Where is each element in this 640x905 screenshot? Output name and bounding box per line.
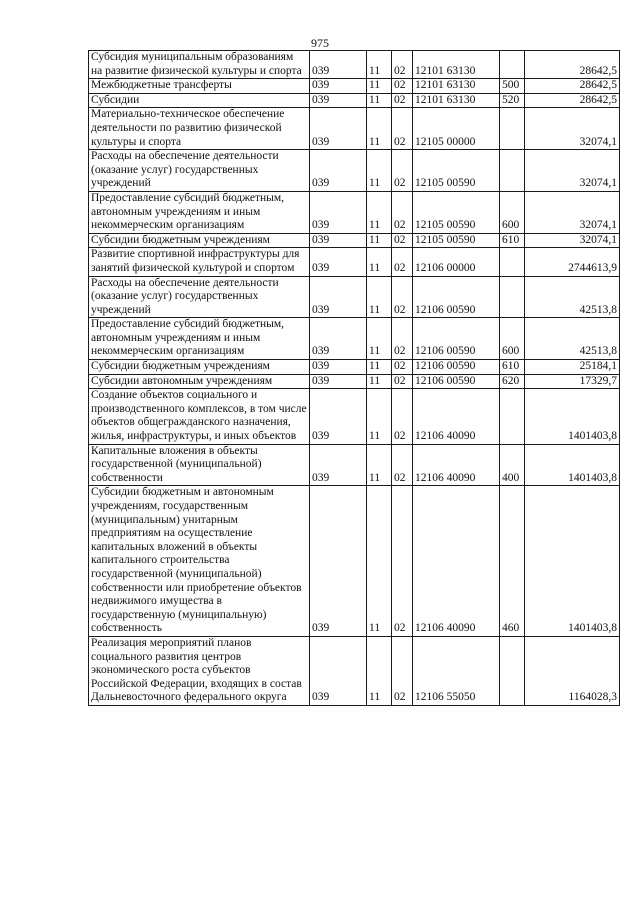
row-amount: 1401403,8 bbox=[525, 444, 620, 486]
row-department-code: 039 bbox=[310, 444, 367, 486]
row-department-code: 039 bbox=[310, 108, 367, 150]
table-row bbox=[89, 233, 620, 248]
row-target-article-code: 12101 63130 bbox=[413, 93, 500, 108]
row-target-article-code: 12105 00590 bbox=[413, 233, 500, 248]
table-row bbox=[89, 248, 620, 276]
table-row bbox=[89, 389, 620, 444]
row-target-article-code: 12106 40090 bbox=[413, 486, 500, 637]
row-subsection-code: 02 bbox=[392, 233, 413, 248]
row-department-code: 039 bbox=[310, 93, 367, 108]
row-name-cell: Материально-техническое обеспечение деятельности по развитию физической культуры и спорта bbox=[89, 108, 310, 150]
row-section-code: 11 bbox=[367, 486, 392, 637]
row-section-code: 11 bbox=[367, 233, 392, 248]
row-subsection-code: 02 bbox=[392, 248, 413, 276]
table-row bbox=[89, 486, 620, 637]
row-expense-type-code bbox=[500, 248, 525, 276]
row-department-code: 039 bbox=[310, 233, 367, 248]
row-target-article-code: 12106 00590 bbox=[413, 374, 500, 389]
row-department-code: 039 bbox=[310, 360, 367, 375]
row-target-article-code: 12105 00590 bbox=[413, 150, 500, 192]
row-department-code: 039 bbox=[310, 486, 367, 637]
row-expense-type-code: 610 bbox=[500, 233, 525, 248]
row-target-article-code: 12106 00000 bbox=[413, 248, 500, 276]
row-section-code: 11 bbox=[367, 150, 392, 192]
row-name-cell: Создание объектов социального и производственного комплексов, в том числе объектов общегражданского назначения, жилья, инфраструктуры, и иных объектов bbox=[89, 389, 310, 444]
row-name-cell: Развитие спортивной инфраструктуры для занятий физической культурой и спортом bbox=[89, 248, 310, 276]
row-subsection-code: 02 bbox=[392, 389, 413, 444]
row-department-code: 039 bbox=[310, 150, 367, 192]
row-expense-type-code bbox=[500, 108, 525, 150]
row-amount: 25184,1 bbox=[525, 360, 620, 375]
row-name-cell: Субсидии бюджетным учреждениям bbox=[89, 233, 310, 248]
row-name-cell: Субсидия муниципальным образованиям на развитие физической культуры и спорта bbox=[89, 51, 310, 79]
row-name-cell: Субсидии автономным учреждениям bbox=[89, 374, 310, 389]
row-subsection-code: 02 bbox=[392, 636, 413, 705]
row-expense-type-code: 610 bbox=[500, 360, 525, 375]
row-department-code: 039 bbox=[310, 79, 367, 94]
row-department-code: 039 bbox=[310, 374, 367, 389]
table-row bbox=[89, 318, 620, 360]
row-department-code: 039 bbox=[310, 191, 367, 233]
row-target-article-code: 12105 00000 bbox=[413, 108, 500, 150]
table-row bbox=[89, 150, 620, 192]
row-amount: 1401403,8 bbox=[525, 389, 620, 444]
row-target-article-code: 12106 00590 bbox=[413, 276, 500, 318]
row-amount: 28642,5 bbox=[525, 51, 620, 79]
row-target-article-code: 12106 00590 bbox=[413, 360, 500, 375]
row-target-article-code: 12106 55050 bbox=[413, 636, 500, 705]
row-target-article-code: 12105 00590 bbox=[413, 191, 500, 233]
table-row bbox=[89, 360, 620, 375]
row-target-article-code: 12101 63130 bbox=[413, 79, 500, 94]
row-section-code: 11 bbox=[367, 79, 392, 94]
row-amount: 1164028,3 bbox=[525, 636, 620, 705]
row-department-code: 039 bbox=[310, 51, 367, 79]
row-expense-type-code: 520 bbox=[500, 93, 525, 108]
budget-table bbox=[88, 50, 620, 706]
row-amount: 32074,1 bbox=[525, 191, 620, 233]
row-subsection-code: 02 bbox=[392, 360, 413, 375]
row-expense-type-code bbox=[500, 51, 525, 79]
row-expense-type-code: 620 bbox=[500, 374, 525, 389]
row-section-code: 11 bbox=[367, 248, 392, 276]
row-section-code: 11 bbox=[367, 276, 392, 318]
row-amount: 28642,5 bbox=[525, 79, 620, 94]
row-section-code: 11 bbox=[367, 51, 392, 79]
row-expense-type-code: 600 bbox=[500, 191, 525, 233]
table-row bbox=[89, 374, 620, 389]
table-row bbox=[89, 636, 620, 705]
table-row bbox=[89, 93, 620, 108]
budget-table-body bbox=[89, 51, 620, 706]
row-name-cell: Предоставление субсидий бюджетным, автономным учреждениям и иным некоммерческим организациям bbox=[89, 318, 310, 360]
row-section-code: 11 bbox=[367, 93, 392, 108]
page-number: 975 bbox=[311, 36, 329, 50]
row-subsection-code: 02 bbox=[392, 444, 413, 486]
row-subsection-code: 02 bbox=[392, 51, 413, 79]
row-name-cell: Расходы на обеспечение деятельности (оказание услуг) государственных учреждений bbox=[89, 150, 310, 192]
row-expense-type-code bbox=[500, 150, 525, 192]
row-expense-type-code: 600 bbox=[500, 318, 525, 360]
row-subsection-code: 02 bbox=[392, 276, 413, 318]
row-target-article-code: 12106 00590 bbox=[413, 318, 500, 360]
row-amount: 32074,1 bbox=[525, 150, 620, 192]
row-name-cell: Субсидии bbox=[89, 93, 310, 108]
table-row bbox=[89, 191, 620, 233]
row-name-cell: Субсидии бюджетным учреждениям bbox=[89, 360, 310, 375]
row-subsection-code: 02 bbox=[392, 486, 413, 637]
row-section-code: 11 bbox=[367, 318, 392, 360]
row-expense-type-code bbox=[500, 276, 525, 318]
row-department-code: 039 bbox=[310, 318, 367, 360]
row-amount: 2744613,9 bbox=[525, 248, 620, 276]
row-section-code: 11 bbox=[367, 374, 392, 389]
row-section-code: 11 bbox=[367, 389, 392, 444]
row-subsection-code: 02 bbox=[392, 150, 413, 192]
row-department-code: 039 bbox=[310, 248, 367, 276]
row-subsection-code: 02 bbox=[392, 93, 413, 108]
row-amount: 32074,1 bbox=[525, 108, 620, 150]
row-section-code: 11 bbox=[367, 636, 392, 705]
table-row bbox=[89, 276, 620, 318]
row-section-code: 11 bbox=[367, 191, 392, 233]
row-expense-type-code: 500 bbox=[500, 79, 525, 94]
row-name-cell: Расходы на обеспечение деятельности (оказание услуг) государственных учреждений bbox=[89, 276, 310, 318]
table-row bbox=[89, 108, 620, 150]
row-name-cell: Капитальные вложения в объекты государственной (муниципальной) собственности bbox=[89, 444, 310, 486]
row-subsection-code: 02 bbox=[392, 108, 413, 150]
table-row bbox=[89, 79, 620, 94]
row-name-cell: Реализация мероприятий планов социального развития центров экономического роста субъектов Российской Федерации, входящих в состав Дальневосточного федерального округа bbox=[89, 636, 310, 705]
row-name-cell: Межбюджетные трансферты bbox=[89, 79, 310, 94]
row-target-article-code: 12106 40090 bbox=[413, 389, 500, 444]
row-section-code: 11 bbox=[367, 360, 392, 375]
row-amount: 32074,1 bbox=[525, 233, 620, 248]
row-subsection-code: 02 bbox=[392, 79, 413, 94]
row-name-cell: Предоставление субсидий бюджетным, автономным учреждениям и иным некоммерческим организациям bbox=[89, 191, 310, 233]
table-row bbox=[89, 444, 620, 486]
row-target-article-code: 12106 40090 bbox=[413, 444, 500, 486]
row-expense-type-code bbox=[500, 389, 525, 444]
row-amount: 42513,8 bbox=[525, 276, 620, 318]
row-amount: 42513,8 bbox=[525, 318, 620, 360]
row-subsection-code: 02 bbox=[392, 318, 413, 360]
row-department-code: 039 bbox=[310, 276, 367, 318]
row-department-code: 039 bbox=[310, 636, 367, 705]
row-expense-type-code: 460 bbox=[500, 486, 525, 637]
row-amount: 1401403,8 bbox=[525, 486, 620, 637]
row-subsection-code: 02 bbox=[392, 374, 413, 389]
row-amount: 28642,5 bbox=[525, 93, 620, 108]
row-expense-type-code bbox=[500, 636, 525, 705]
table-row bbox=[89, 51, 620, 79]
row-subsection-code: 02 bbox=[392, 191, 413, 233]
row-amount: 17329,7 bbox=[525, 374, 620, 389]
row-name-cell: Субсидии бюджетным и автономным учреждениям, государственным (муниципальным) унитарным предприятиям на осуществление капитальных вложений в объекты капитального строительства государственной (муниципальной) собственности или приобретение объектов недвижимого имущества в государственную (муниципальную) собственность bbox=[89, 486, 310, 637]
row-section-code: 11 bbox=[367, 444, 392, 486]
row-department-code: 039 bbox=[310, 389, 367, 444]
row-target-article-code: 12101 63130 bbox=[413, 51, 500, 79]
row-section-code: 11 bbox=[367, 108, 392, 150]
row-expense-type-code: 400 bbox=[500, 444, 525, 486]
